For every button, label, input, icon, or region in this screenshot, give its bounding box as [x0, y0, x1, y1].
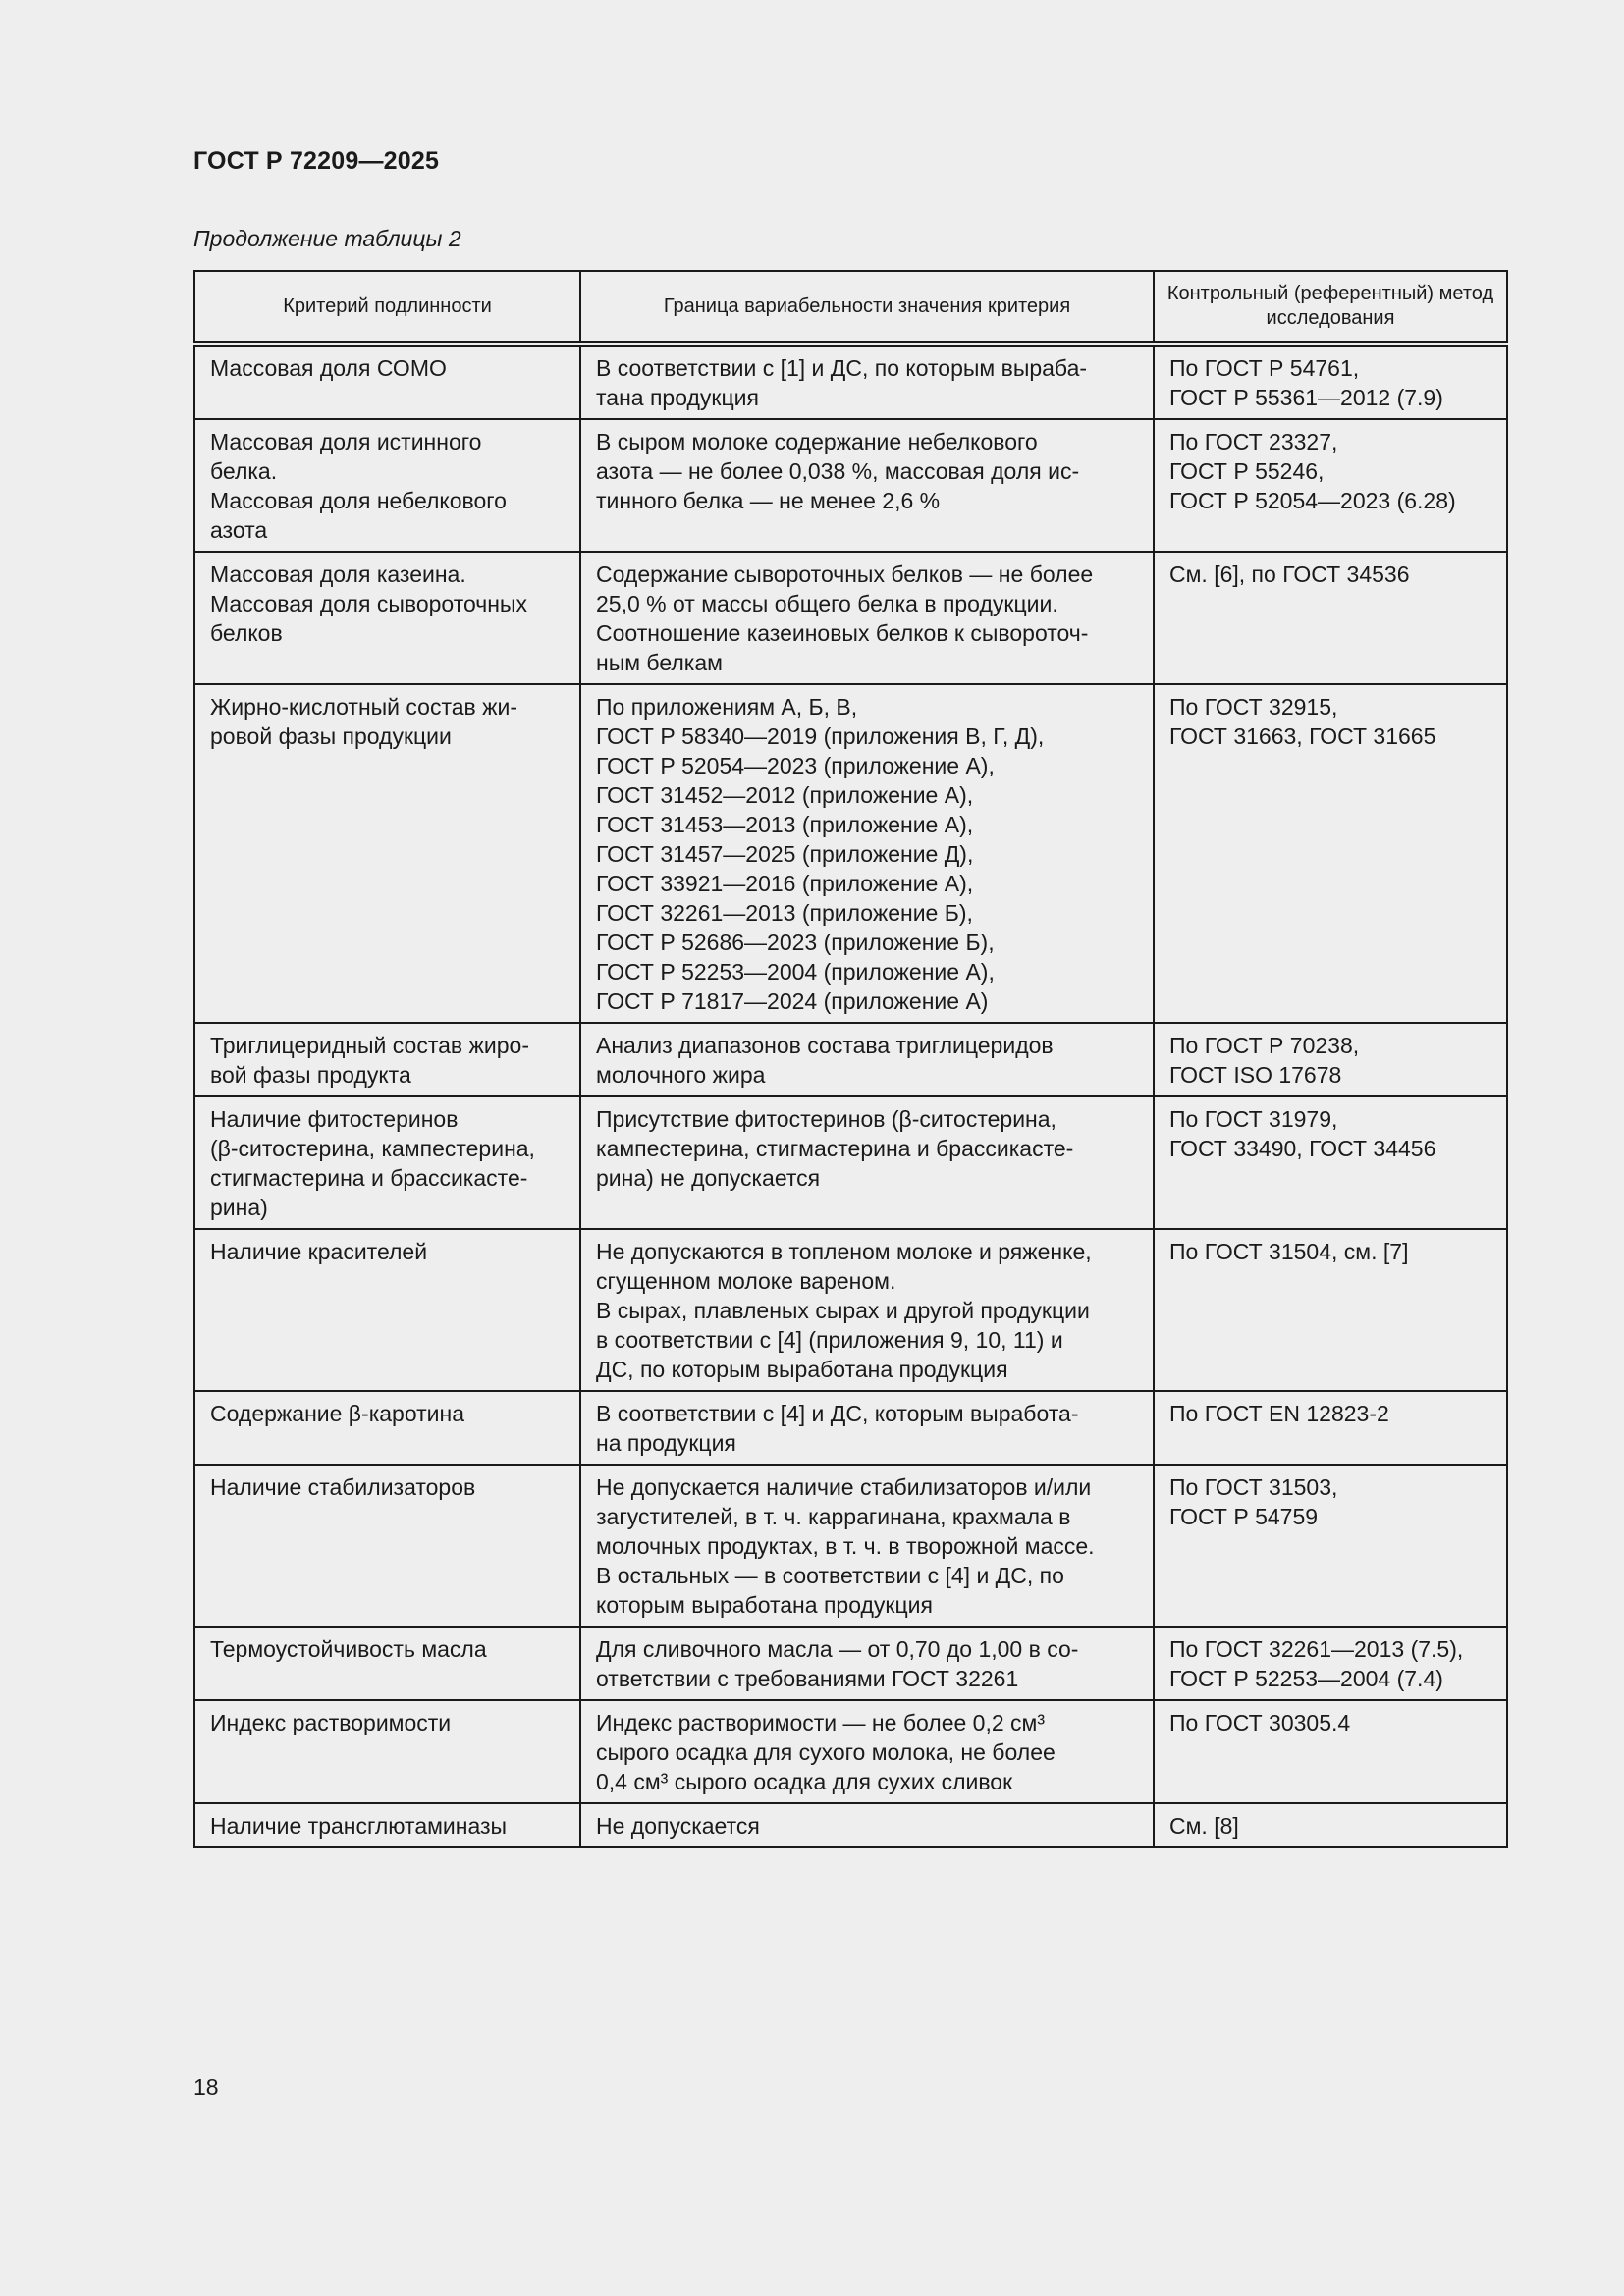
limits-cell	[580, 552, 1154, 684]
cell-line: Массовая доля небелкового	[210, 488, 507, 513]
cell-line: ГОСТ Р 54759	[1169, 1504, 1319, 1529]
cell-line: Термоустойчивость масла	[210, 1636, 487, 1662]
cell-line: ГОСТ 31663, ГОСТ 31665	[1169, 723, 1436, 749]
cell-line: стигмастерина и брассикасте-	[210, 1165, 528, 1191]
cell-line: ГОСТ 31452—2012 (приложение А),	[596, 782, 974, 808]
limits-cell	[580, 1803, 1154, 1847]
cell-line: Наличие трансглютаминазы	[210, 1813, 508, 1839]
cell-line: Присутствие фитостеринов (β-ситостерина,	[596, 1106, 1056, 1132]
method-cell	[1154, 344, 1507, 419]
criterion-cell	[194, 1096, 580, 1229]
cell-line: ГОСТ Р 52253—2004 (приложение А),	[596, 959, 995, 985]
table-row	[194, 1627, 1507, 1700]
cell-line: 0,4 см³ сырого осадка для сухих сливок	[596, 1769, 1013, 1794]
cell-line: ГОСТ Р 52686—2023 (приложение Б),	[596, 930, 995, 955]
cell-line: ГОСТ Р 71817—2024 (приложение А)	[596, 988, 989, 1014]
table-row	[194, 1803, 1507, 1847]
cell-line: ным белкам	[596, 650, 723, 675]
criterion-cell	[194, 1700, 580, 1803]
criterion-cell	[194, 684, 580, 1023]
cell-line: В сыром молоке содержание небелкового	[596, 429, 1038, 454]
cell-line: ГОСТ Р 55361—2012 (7.9)	[1169, 385, 1443, 410]
cell-line: ГОСТ Р 55246,	[1169, 458, 1325, 484]
cell-line: ГОСТ 33490, ГОСТ 34456	[1169, 1136, 1436, 1161]
cell-line: 25,0 % от массы общего белка в продукции.	[596, 591, 1058, 616]
cell-line: По приложениям А, Б, В,	[596, 694, 858, 720]
cell-line: Не допускается наличие стабилизаторов и/или	[596, 1474, 1092, 1500]
cell-line: В соответствии с [1] и ДС, по которым выраба-	[596, 355, 1088, 381]
cell-line: В остальных — в соответствии с [4] и ДС, по	[596, 1563, 1064, 1588]
cell-line: По ГОСТ 32261—2013 (7.5),	[1169, 1636, 1464, 1662]
cell-line: которым выработана продукция	[596, 1592, 933, 1618]
cell-line: По ГОСТ 31504, см. [7]	[1169, 1239, 1409, 1264]
table-row	[194, 1096, 1507, 1229]
criteria-table	[193, 270, 1508, 1848]
cell-line: рина) не допускается	[596, 1165, 821, 1191]
cell-line: ГОСТ ISO 17678	[1169, 1062, 1342, 1088]
method-cell	[1154, 684, 1507, 1023]
cell-line: Соотношение казеиновых белков к сывороточ-	[596, 620, 1089, 646]
method-cell	[1154, 1700, 1507, 1803]
cell-line: в соответствии с [4] (приложения 9, 10, 11) и	[596, 1327, 1063, 1353]
criterion-cell	[194, 1627, 580, 1700]
limits-cell	[580, 684, 1154, 1023]
criterion-cell	[194, 1229, 580, 1391]
table-row	[194, 684, 1507, 1023]
page-number: 18	[193, 2074, 219, 2100]
cell-line: По ГОСТ Р 54761,	[1169, 355, 1360, 381]
cell-line: Массовая доля казеина.	[210, 561, 466, 587]
method-cell	[1154, 1391, 1507, 1465]
method-cell	[1154, 1803, 1507, 1847]
cell-line: белков	[210, 620, 283, 646]
cell-line: Массовая доля СОМО	[210, 355, 447, 381]
method-cell	[1154, 1627, 1507, 1700]
cell-line: молочного жира	[596, 1062, 766, 1088]
criterion-cell	[194, 344, 580, 419]
cell-line: Индекс растворимости	[210, 1710, 452, 1735]
table-row	[194, 1700, 1507, 1803]
cell-line: ГОСТ 31453—2013 (приложение А),	[596, 812, 974, 837]
cell-line: азота — не более 0,038 %, массовая доля ис-	[596, 458, 1080, 484]
cell-line: рина)	[210, 1195, 268, 1220]
method-cell	[1154, 1096, 1507, 1229]
criterion-cell	[194, 1391, 580, 1465]
cell-line: По ГОСТ Р 70238,	[1169, 1033, 1360, 1058]
table-row	[194, 1391, 1507, 1465]
cell-line: См. [6], по ГОСТ 34536	[1169, 561, 1410, 587]
cell-line: Триглицеридный состав жиро-	[210, 1033, 529, 1058]
document-header: ГОСТ Р 72209—2025	[193, 147, 440, 175]
cell-line: Наличие фитостеринов	[210, 1106, 459, 1132]
criterion-cell	[194, 1023, 580, 1096]
cell-line: ГОСТ Р 58340—2019 (приложения В, Г, Д),	[596, 723, 1045, 749]
cell-line: Содержание сывороточных белков — не более	[596, 561, 1094, 587]
table-row	[194, 552, 1507, 684]
limits-cell	[580, 1627, 1154, 1700]
cell-line: на продукция	[596, 1430, 736, 1456]
criterion-cell	[194, 1803, 580, 1847]
cell-line: Анализ диапазонов состава триглицеридов	[596, 1033, 1054, 1058]
table-row	[194, 1023, 1507, 1096]
cell-line: В соответствии с [4] и ДС, которым выработа-	[596, 1401, 1079, 1426]
cell-line: По ГОСТ 31503,	[1169, 1474, 1338, 1500]
cell-line: По ГОСТ 23327,	[1169, 429, 1338, 454]
cell-line: белка.	[210, 458, 278, 484]
table-header-row	[194, 271, 1507, 344]
cell-line: ответствии с требованиями ГОСТ 32261	[596, 1666, 1019, 1691]
cell-line: По ГОСТ 30305.4	[1169, 1710, 1351, 1735]
limits-cell	[580, 419, 1154, 552]
cell-line: тана продукция	[596, 385, 759, 410]
cell-line: кампестерина, стигмастерина и брассикасте-	[596, 1136, 1074, 1161]
limits-cell	[580, 1229, 1154, 1391]
cell-line: Содержание β-каротина	[210, 1401, 465, 1426]
cell-line: ГОСТ 33921—2016 (приложение А),	[596, 871, 974, 896]
cell-line: Жирно-кислотный состав жи-	[210, 694, 518, 720]
cell-line: сгущенном молоке вареном.	[596, 1268, 896, 1294]
cell-line: Не допускаются в топленом молоке и ряженке,	[596, 1239, 1092, 1264]
limits-cell	[580, 1465, 1154, 1627]
criterion-cell	[194, 419, 580, 552]
cell-line: вой фазы продукта	[210, 1062, 411, 1088]
column-header-method: Контрольный (референтный) метод исследования	[1154, 271, 1507, 344]
cell-line: Индекс растворимости — не более 0,2 см³	[596, 1710, 1046, 1735]
column-header-limits: Граница вариабельности значения критерия	[580, 271, 1154, 344]
cell-line: (β-ситостерина, кампестерина,	[210, 1136, 535, 1161]
cell-line: ГОСТ 31457—2025 (приложение Д),	[596, 841, 974, 867]
cell-line: азота	[210, 517, 268, 543]
cell-line: молочных продуктах, в т. ч. в творожной массе.	[596, 1533, 1095, 1559]
cell-line: Наличие красителей	[210, 1239, 428, 1264]
table-row	[194, 1229, 1507, 1391]
limits-cell	[580, 1023, 1154, 1096]
table-row	[194, 344, 1507, 419]
limits-cell	[580, 1700, 1154, 1803]
cell-line: Массовая доля сывороточных	[210, 591, 527, 616]
limits-cell	[580, 344, 1154, 419]
cell-line: ровой фазы продукции	[210, 723, 452, 749]
cell-line: См. [8]	[1169, 1813, 1239, 1839]
cell-line: По ГОСТ 31979,	[1169, 1106, 1338, 1132]
cell-line: В сырах, плавленых сырах и другой продукции	[596, 1298, 1090, 1323]
cell-line: загустителей, в т. ч. каррагинана, крахмала в	[596, 1504, 1071, 1529]
cell-line: Массовая доля истинного	[210, 429, 482, 454]
method-cell	[1154, 552, 1507, 684]
cell-line: По ГОСТ EN 12823-2	[1169, 1401, 1389, 1426]
column-header-criterion: Критерий подлинности	[194, 271, 580, 344]
table-body	[194, 344, 1507, 1847]
method-cell	[1154, 1465, 1507, 1627]
cell-line: Наличие стабилизаторов	[210, 1474, 476, 1500]
cell-line: ДС, по которым выработана продукция	[596, 1357, 1008, 1382]
cell-line: ГОСТ Р 52054—2023 (6.28)	[1169, 488, 1456, 513]
method-cell	[1154, 1229, 1507, 1391]
limits-cell	[580, 1096, 1154, 1229]
cell-line: Для сливочного масла — от 0,70 до 1,00 в со-	[596, 1636, 1079, 1662]
cell-line: сырого осадка для сухого молока, не более	[596, 1739, 1056, 1765]
criterion-cell	[194, 1465, 580, 1627]
method-cell	[1154, 1023, 1507, 1096]
cell-line: ГОСТ Р 52054—2023 (приложение А),	[596, 753, 995, 778]
cell-line: По ГОСТ 32915,	[1169, 694, 1338, 720]
cell-line: ГОСТ Р 52253—2004 (7.4)	[1169, 1666, 1443, 1691]
criterion-cell	[194, 552, 580, 684]
table-row	[194, 1465, 1507, 1627]
limits-cell	[580, 1391, 1154, 1465]
method-cell	[1154, 419, 1507, 552]
cell-line: Не допускается	[596, 1813, 760, 1839]
cell-line: ГОСТ 32261—2013 (приложение Б),	[596, 900, 973, 926]
table-caption: Продолжение таблицы 2	[193, 226, 461, 251]
table-row	[194, 419, 1507, 552]
cell-line: тинного белка — не менее 2,6 %	[596, 488, 941, 513]
